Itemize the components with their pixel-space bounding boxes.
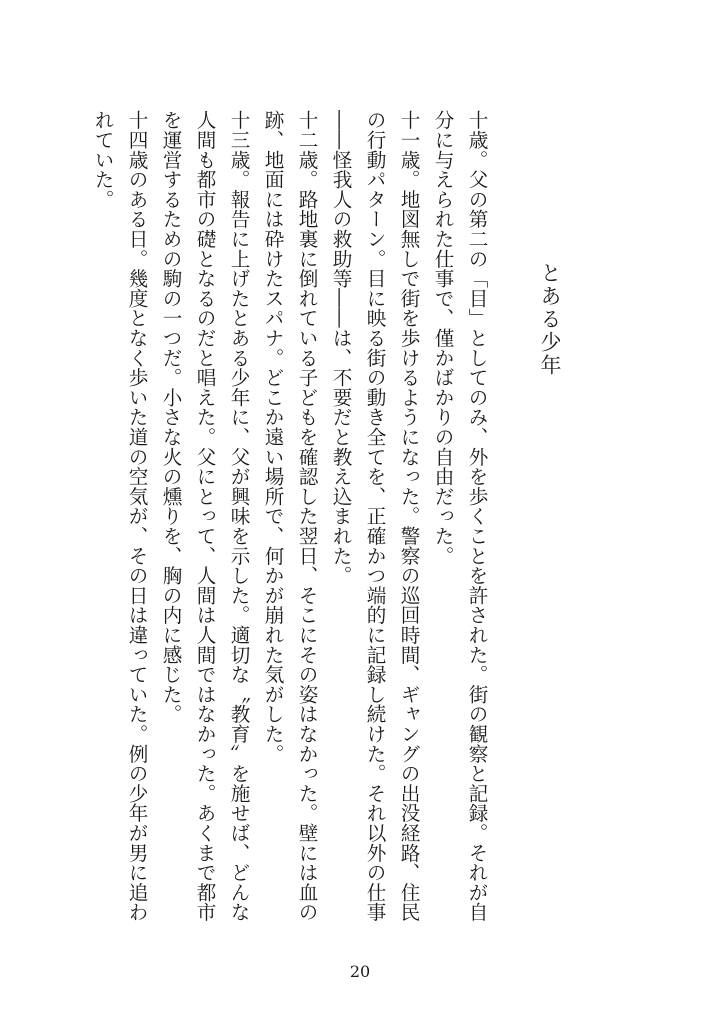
paragraph-age-13: 十三歳。報告に上げたとある少年に、父が興味を示した。適切な〝教育〟を施せば、どんな人間も都市の礎となるのだと唱えた。父にとって、人間は人間ではなかった。あくまで都市を運営するための駒の一つだ。小さな火の燻りを、胸の内に感じた。 [159, 110, 250, 922]
page-number: 20 [349, 962, 371, 981]
paragraph-age-12: 十二歳。路地裏に倒れている子どもを確認した翌日、そこにその姿はなかった。壁には血の跡、地面には砕けたスパナ。どこか遠い場所で、何かが崩れた気がした。 [261, 110, 318, 922]
body-text [85, 110, 493, 930]
paragraph-age-11: 十一歳。地図無しで街を歩けるようになった。警察の巡回時間、ギャングの出没経路、住民の行動パターン。目に映る街の動き全てを、正確かつ端的に記録し続けた。それ以外の仕事――怪我人の救助等――は、不要だと教え込まれた。 [329, 110, 420, 922]
chapter-title: とある少年 [538, 262, 562, 377]
paragraph-age-10: 十歳。父の第二の「目」としてのみ、外を歩くことを許された。街の観察と記録。それが自分に与えられた仕事で、僅かばかりの自由だった。 [431, 110, 488, 922]
paragraph-age-14: 十四歳のある日。幾度となく歩いた道の空気が、その日は違っていた。例の少年が男に追われていた。 [91, 110, 148, 922]
